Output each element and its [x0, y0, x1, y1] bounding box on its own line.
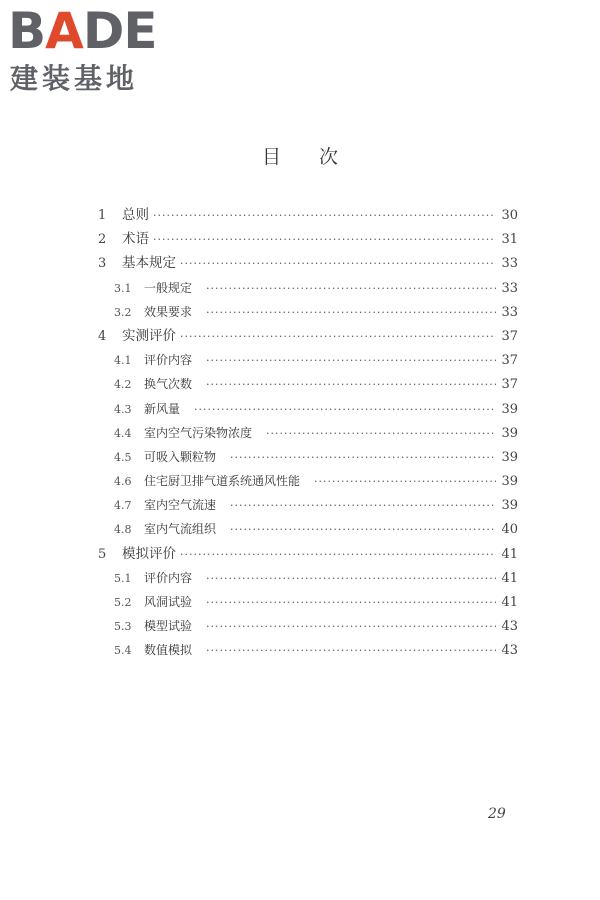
toc-section-entry [96, 493, 518, 517]
toc-dot-leader [206, 567, 496, 591]
toc-entry-number: 4 [98, 328, 107, 344]
toc-chapter-entry [96, 251, 518, 275]
toc-entry-number: 3.2 [114, 305, 132, 319]
toc-entry-number: 4.5 [114, 450, 132, 464]
toc-entry-label: 评价内容 [144, 353, 193, 368]
toc-dot-leader [180, 252, 496, 276]
table-of-contents [96, 203, 518, 663]
toc-entry-label: 术语 [122, 231, 149, 248]
toc-entry-label: 室内空气污染物浓度 [144, 425, 253, 440]
toc-title: 目次 [261, 146, 376, 168]
toc-entry-label: 室内空气流速 [144, 498, 217, 513]
toc-section-entry [96, 469, 518, 493]
toc-entry-label: 一般规定 [144, 280, 193, 295]
toc-section-entry [96, 614, 518, 638]
toc-dot-leader [206, 349, 496, 373]
toc-entry-page: 30 [501, 208, 518, 223]
toc-dot-leader [206, 639, 496, 663]
toc-entry-label: 基本规定 [122, 255, 176, 272]
toc-entry-label: 模型试验 [144, 619, 193, 634]
toc-entry-number: 4.2 [114, 378, 132, 392]
toc-section-entry [96, 590, 518, 614]
toc-entry-page: 41 [501, 595, 518, 610]
toc-entry-number: 4.4 [114, 426, 132, 440]
toc-dot-leader [194, 398, 496, 422]
toc-entry-page: 39 [501, 425, 518, 441]
logo-letter-b: B [8, 2, 46, 60]
toc-entry-number: 5.4 [114, 644, 132, 658]
toc-entry-page: 33 [501, 256, 518, 272]
toc-entry-number: 4.7 [114, 499, 132, 513]
logo-wordmark [8, 2, 157, 60]
toc-entry-page: 39 [501, 449, 518, 465]
toc-dot-leader [206, 373, 496, 397]
toc-dot-leader [153, 228, 496, 252]
toc-entry-number: 3 [98, 256, 107, 272]
toc-dot-leader [206, 277, 496, 301]
logo-letters-de: DE [82, 2, 157, 60]
toc-entry-number: 5.2 [114, 596, 132, 609]
toc-entry-page: 43 [501, 643, 518, 659]
toc-entry-page: 37 [501, 377, 518, 393]
toc-entry-number: 5.1 [114, 571, 132, 585]
toc-entry-label: 评价内容 [144, 570, 193, 585]
toc-entry-number: 2 [98, 232, 107, 248]
toc-entry-page: 41 [501, 546, 518, 562]
toc-entry-page: 41 [501, 570, 518, 586]
toc-entry-number: 5.3 [114, 620, 132, 634]
toc-entry-number: 4.3 [114, 402, 132, 416]
toc-entry-page: 31 [501, 232, 518, 248]
toc-dot-leader [230, 494, 496, 518]
toc-entry-page: 39 [501, 498, 518, 514]
toc-entry-number: 1 [98, 208, 107, 223]
toc-section-entry [96, 276, 518, 300]
logo-letter-a-accent: A [45, 2, 83, 60]
toc-chapter-entry [96, 542, 518, 566]
toc-section-entry [96, 566, 518, 590]
toc-entry-label: 室内气流组织 [144, 522, 217, 537]
toc-entry-label: 实测评价 [122, 327, 176, 344]
toc-section-entry [96, 638, 518, 662]
toc-entry-number: 3.1 [114, 281, 132, 295]
toc-dot-leader [180, 543, 496, 567]
toc-section-entry [96, 300, 518, 324]
toc-dot-leader [314, 470, 496, 494]
bade-logo [8, 2, 178, 96]
toc-entry-page: 39 [501, 474, 518, 490]
toc-dot-leader [153, 204, 496, 228]
toc-section-entry [96, 372, 518, 396]
toc-entry-label: 数值模拟 [144, 643, 193, 658]
toc-section-entry [96, 517, 518, 541]
toc-entry-page: 33 [501, 304, 518, 320]
toc-entry-number: 4.1 [114, 354, 132, 368]
toc-entry-page: 33 [501, 280, 518, 296]
toc-dot-leader [230, 446, 496, 470]
toc-dot-leader [206, 591, 496, 615]
toc-entry-label: 风洞试验 [144, 595, 193, 609]
toc-entry-page: 40 [501, 522, 518, 538]
toc-entry-number: 4.8 [114, 523, 132, 537]
toc-entry-label: 住宅厨卫排气道系统通风性能 [144, 474, 301, 489]
logo-subtitle: 建装基地 [10, 62, 139, 95]
toc-dot-leader [206, 615, 496, 639]
toc-entry-label: 总则 [122, 207, 149, 223]
toc-section-entry [96, 445, 518, 469]
toc-chapter-entry [96, 203, 518, 227]
toc-entry-label: 换气次数 [144, 377, 193, 392]
toc-entry-label: 新风量 [144, 401, 181, 416]
toc-section-entry [96, 421, 518, 445]
toc-entry-page: 37 [501, 353, 518, 369]
toc-entry-number: 4.6 [114, 475, 132, 489]
toc-entry-label: 可吸入颗粒物 [144, 449, 217, 464]
toc-dot-leader [230, 518, 496, 542]
toc-entry-number: 5 [98, 546, 107, 562]
toc-chapter-entry [96, 227, 518, 251]
toc-chapter-entry [96, 324, 518, 348]
toc-dot-leader [180, 325, 496, 349]
toc-entry-page: 37 [501, 328, 518, 344]
toc-section-entry [96, 348, 518, 372]
toc-entry-label: 效果要求 [144, 304, 193, 319]
toc-entry-label: 模拟评价 [122, 545, 176, 562]
toc-entry-page: 43 [501, 619, 518, 635]
toc-entry-page: 39 [501, 401, 518, 417]
toc-section-entry [96, 397, 518, 421]
toc-dot-leader [266, 422, 496, 446]
page-number: 29 [488, 806, 506, 822]
toc-dot-leader [206, 301, 496, 325]
